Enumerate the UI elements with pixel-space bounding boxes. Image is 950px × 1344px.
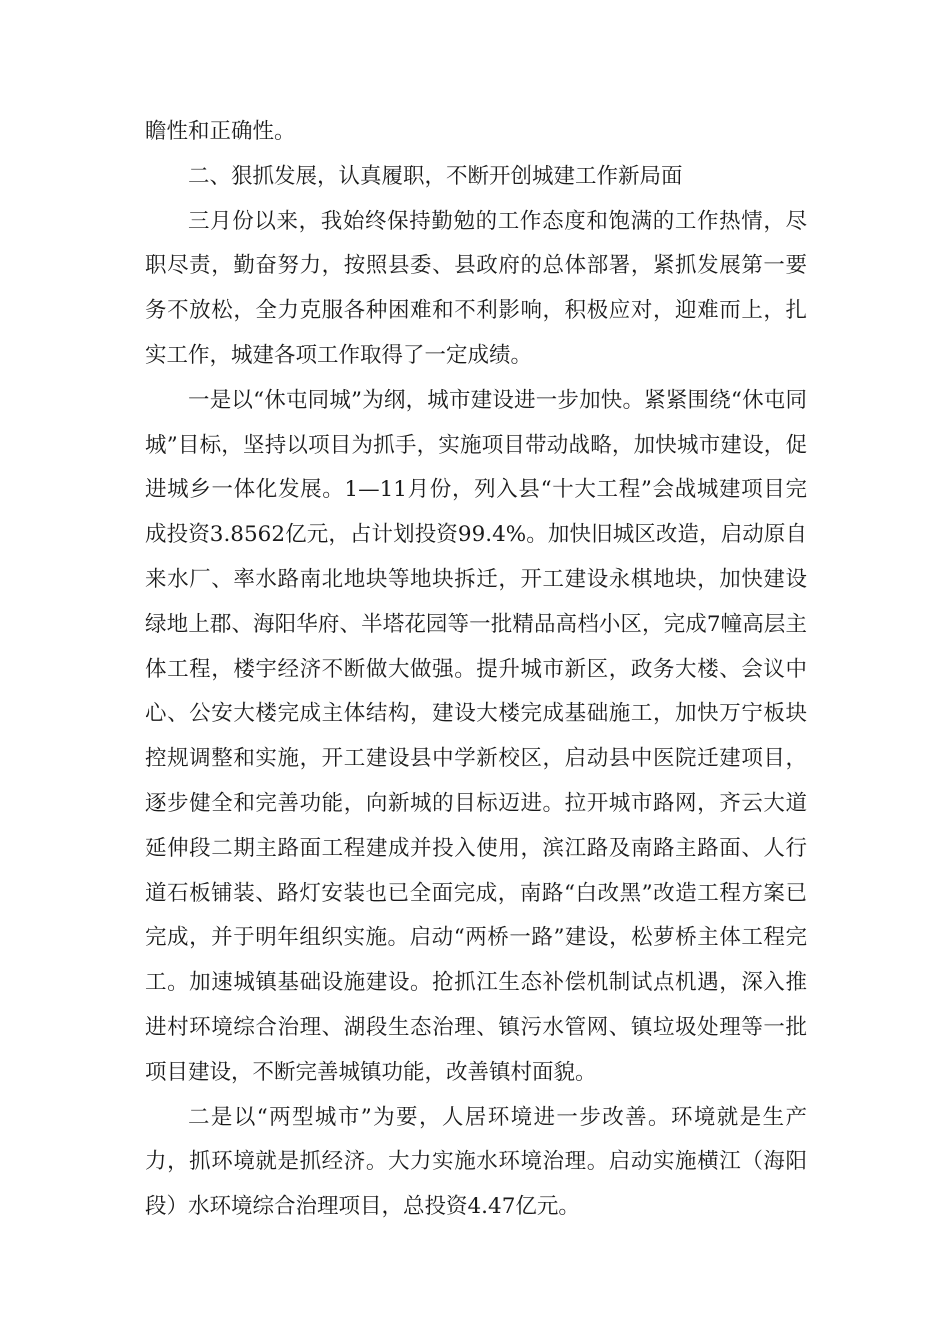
paragraph-urban-construction: 一是以“休屯同城”为纲，城市建设进一步加快。紧紧围绕“休屯同城”目标，坚持以项目为抓手，实施项目带动战略，加快城市建设，促进城乡一体化发展。1—11月份，列入县“十大工程”会战城建项目完成投资3.8562亿元，占计划投资99.4%。加快旧城区改造，启动原自来水厂、率水路南北地块等地块拆迁，开工建设永棋地块，加快建设绿地上郡、海阳华府、半塔花园等一批精品高档小区，完成7幢高层主体工程，楼宇经济不断做大做强。提升城市新区，政务大楼、会议中心、公安大楼完成主体结构，建设大楼完成基础施工，加快万宁板块控规调整和实施，开工建设县中学新校区，启动县中医院迁建项目，逐步健全和完善功能，向新城的目标迈进。拉开城市路网，齐云大道延伸段二期主路面工程建成并投入使用，滨江路及南路主路面、人行道石板铺装、路灯安装也已全面完成，南路“白改黑”改造工程方案已完成，并于明年组织实施。启动“两桥一路”建设，松萝桥主体工程完工。加速城镇基础设施建设。抢抓江生态补偿机制试点机遇，深入推进村环境综合治理、湖段生态治理、镇污水管网、镇垃圾处理等一批项目建设，不断完善城镇功能，改善镇村面貌。 — [145, 387, 807, 1085]
paragraph-overview: 三月份以来，我始终保持勤勉的工作态度和饱满的工作热情，尽职尽责，勤奋努力，按照县委、县政府的总体部署，紧抓发展第一要务不放松，全力克服各种困难和不利影响，积极应对，迎难而上，扎实工作，城建各项工作取得了一定成绩。 — [145, 208, 807, 368]
paragraph-continuation: 瞻性和正确性。 — [145, 119, 296, 144]
section-heading: 二、狠抓发展，认真履职，不断开创城建工作新局面 — [188, 163, 683, 189]
body-text — [145, 110, 807, 1230]
paragraph-living-environment: 二是以“两型城市”为要，人居环境进一步改善。环境就是生产力，抓环境就是抓经济。大力实施水环境治理。启动实施横江（海阳段）水环境综合治理项目，总投资4.47亿元。 — [145, 1104, 807, 1220]
